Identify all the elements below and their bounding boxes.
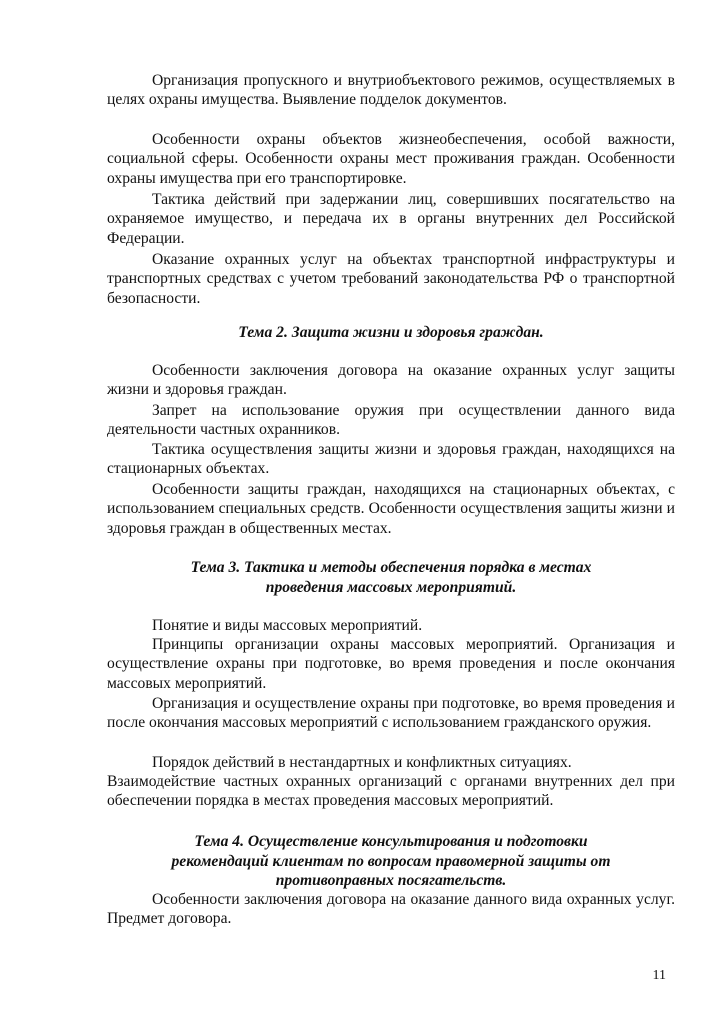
topic4-heading-line3: противоправных посягательств.	[275, 872, 507, 889]
topic2-paragraph-stationary-tactics: Тактика осуществления защиты жизни и здоровья граждан, находящихся на стационарных объектах.	[107, 441, 675, 478]
topic4-heading-line2: рекомендаций клиентам по вопросам правомерной защиты от	[171, 853, 611, 870]
page-number: 11	[652, 968, 666, 983]
topic2-paragraph-weapon-ban: Запрет на использование оружия при осуществлении данного вида деятельности частных охранников.	[107, 402, 675, 439]
topic3-paragraph-non-standard: Порядок действий в нестандартных и конфликтных ситуациях.	[152, 754, 572, 771]
paragraph-detention-tactics: Тактика действий при задержании лиц, совершивших посягательство на охраняемое имущество, и передача их в органы внутренних дел Российской Федерации.	[107, 191, 675, 247]
topic3-paragraph-civil-weapons: Организация и осуществление охраны при подготовке, во время проведения и после окончания массовых мероприятий с использованием гражданского оружия.	[107, 695, 675, 732]
topic2-paragraph-special-means: Особенности защиты граждан, находящихся на стационарных объектах, с использованием специальных средств. Особенности осуществления защиты жизни и здоровья граждан в общественных местах.	[107, 481, 675, 537]
topic3-heading-line2: проведения массовых мероприятий.	[265, 579, 517, 596]
topic2-paragraph-contract: Особенности заключения договора на оказание охранных услуг защиты жизни и здоровья граждан.	[107, 362, 675, 399]
paragraph-life-support-objects: Особенности охраны объектов жизнеобеспечения, особой важности, социальной сферы. Особенности охраны мест проживания граждан. Особенности охраны имущества при его транспортировке.	[107, 131, 675, 187]
topic3-paragraph-concept: Понятие и виды массовых мероприятий.	[152, 617, 423, 634]
topic4-paragraph-contract: Особенности заключения договора на оказание данного вида охранных услуг. Предмет договора.	[107, 891, 675, 928]
paragraph-access-regime: Организация пропускного и внутриобъектового режимов, осуществляемых в целях охраны имущества. Выявление подделок документов.	[107, 72, 675, 109]
topic4-heading-line1: Тема 4. Осуществление консультирования и подготовки	[194, 833, 588, 850]
topic3-heading-line1: Тема 3. Тактика и методы обеспечения порядка в местах	[190, 559, 592, 576]
topic3-paragraph-principles: Принципы организации охраны массовых мероприятий. Организация и осуществление охраны при подготовке, во время проведения и после окончания массовых мероприятий.	[107, 636, 675, 692]
topic3-paragraph-interaction: Взаимодействие частных охранных организаций с органами внутренних дел при обеспечении порядка в местах проведения массовых мероприятий.	[107, 773, 675, 810]
paragraph-transport-infrastructure: Оказание охранных услуг на объектах транспортной инфраструктуры и транспортных средствах с учетом требований законодательства РФ о транспортной безопасности.	[107, 251, 675, 307]
topic2-heading: Тема 2. Защита жизни и здоровья граждан.	[238, 324, 544, 341]
